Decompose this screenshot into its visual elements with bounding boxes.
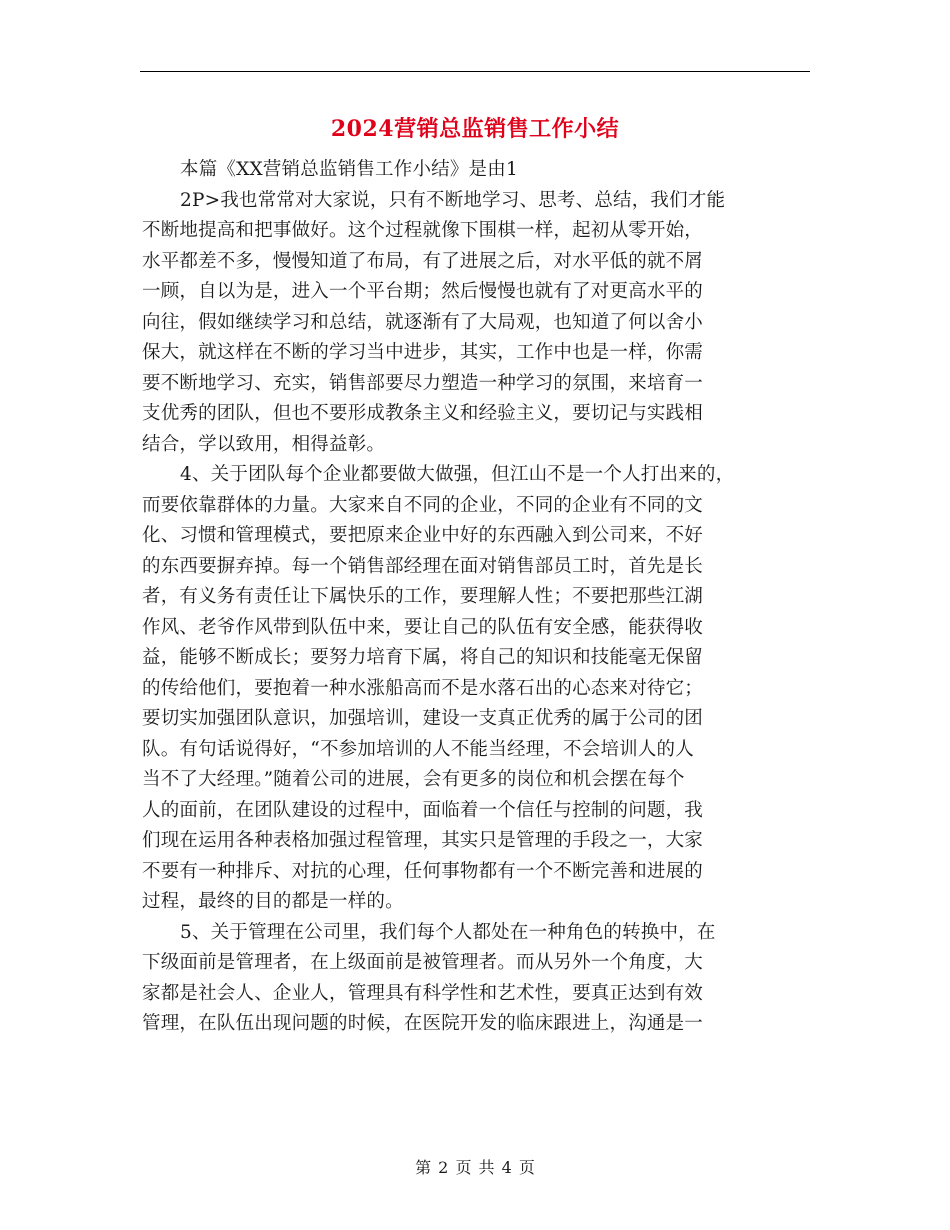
paragraph-management [142,918,817,1040]
text-line: 益，能够不断成长；要努力培育下属，将自己的知识和技能毫无保留 [142,647,704,668]
text-line: 们现在运用各种表格加强过程管理，其实只是管理的手段之一，大家 [142,830,704,851]
text-line: 的传给他们，要抱着一种水涨船高而不是水落石出的心态来对待它； [142,677,704,699]
text-line: 化、习惯和管理模式，要把原来企业中好的东西融入到公司来，不好 [142,525,704,546]
text-line: 要不断地学习、充实，销售部要尽力塑造一种学习的氛围，来培育一 [142,372,704,394]
document-title: 2024营销总监销售工作小结 [330,116,620,142]
text-line: 本篇《XX营销总监销售工作小结》是由1 [180,159,518,180]
text-line: 管理，在队伍出现问题的时候，在医院开发的临床跟进上，沟通是一 [142,1013,704,1034]
text-line: 保大，就这样在不断的学习当中进步，其实，工作中也是一样，你需 [142,342,704,363]
text-line: 下级面前是管理者，在上级面前是被管理者。而从另外一个角度，大 [142,952,704,973]
text-line: 过程，最终的目的都是一样的。 [142,891,404,912]
text-line: 而要依靠群体的力量。大家来自不同的企业，不同的企业有不同的文 [142,494,704,516]
text-line: 作风、老爷作风带到队伍中来，要让自己的队伍有安全感，能获得收 [142,616,704,638]
text-line: 结合，学以致用，相得益彰。 [142,433,386,455]
text-line: 5、关于管理在公司里，我们每个人都处在一种角色的转换中，在 [180,921,716,943]
paragraph-team [142,460,817,918]
text-line: 家都是社会人、企业人，管理具有科学性和艺术性，要真正达到有效 [142,982,704,1004]
header-rule [140,71,810,72]
text-line: 者，有义务有责任让下属快乐的工作，要理解人性；不要把那些江湖 [142,586,704,607]
paragraph-learning [142,186,817,461]
text-line: 一顾，自以为是，进入一个平台期；然后慢慢也就有了对更高水平的 [142,281,704,302]
text-line: 不要有一种排斥、对抗的心理，任何事物都有一个不断完善和进展的 [142,860,704,882]
text-line: 向往，假如继续学习和总结，就逐渐有了大局观，也知道了何以舍小 [142,311,704,333]
text-line: 要切实加强团队意识，加强培训，建设一支真正优秀的属于公司的团 [142,708,704,729]
text-line: 人的面前，在团队建设的过程中，面临着一个信任与控制的问题，我 [142,799,704,821]
text-line: 当不了大经理。”随着公司的进展，会有更多的岗位和机会摆在每个 [142,769,685,790]
text-line: 不断地提高和把事做好。这个过程就像下围棋一样，起初从零开始， [142,220,704,241]
paragraph-intro [142,155,817,186]
document-body [142,155,817,1040]
text-line: 水平都差不多，慢慢知道了布局，有了进展之后，对水平低的就不屑 [142,250,704,272]
text-line: 队。有句话说得好，“不参加培训的人不能当经理，不会培训人的人 [142,738,694,760]
text-line: 4、关于团队每个企业都要做大做强，但江山不是一个人打出来的， [180,464,735,485]
text-line: 2P>我也常常对大家说，只有不断地学习、思考、总结，我们才能 [180,189,726,211]
page-number-footer: 第 2 页 共 4 页 [415,1158,535,1177]
text-line: 的东西要摒弃掉。每一个销售部经理在面对销售部员工时，首先是长 [142,555,704,577]
text-line: 支优秀的团队，但也不要形成教条主义和经验主义，要切记与实践相 [142,403,704,424]
